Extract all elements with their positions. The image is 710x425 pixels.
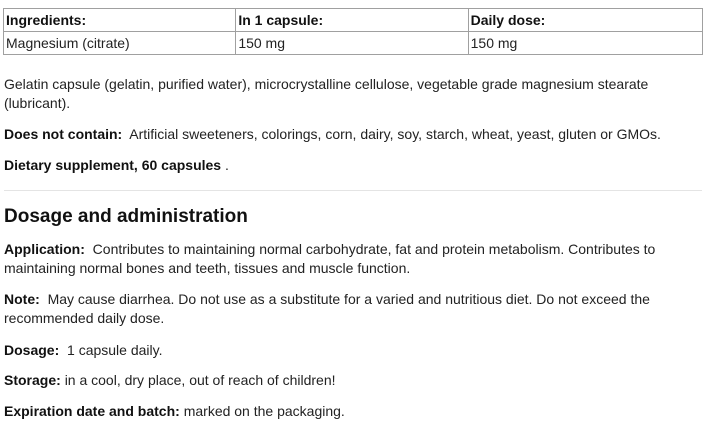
header-daily-dose: Daily dose: xyxy=(468,9,702,32)
does-not-contain-text: Artificial sweeteners, colorings, corn, dairy, soy, starch, wheat, yeast, gluten or GMOs. xyxy=(129,126,661,142)
cell-daily-dose-amount: 150 mg xyxy=(468,32,702,55)
dosage-section-title: Dosage and administration xyxy=(4,206,248,227)
storage-paragraph xyxy=(4,371,684,390)
supplement-suffix: . xyxy=(224,157,229,173)
note-paragraph xyxy=(4,290,684,328)
does-not-contain-paragraph xyxy=(4,125,684,144)
note-text: May cause diarrhea. Do not use as a substitute for a varied and nutritious diet. Do not exceed the recommended daily dose. xyxy=(4,291,650,326)
expiration-label: Expiration date and batch: xyxy=(4,403,180,419)
supplement-paragraph xyxy=(4,156,684,175)
ingredients-table xyxy=(3,8,703,55)
supplement-label: Dietary supplement, 60 capsules xyxy=(4,157,222,173)
dosage-paragraph xyxy=(4,341,684,360)
application-paragraph xyxy=(4,240,684,278)
storage-text: in a cool, dry place, out of reach of children! xyxy=(64,372,336,388)
composition-text: Gelatin capsule (gelatin, purified water), microcrystalline cellulose, vegetable grade magnesium stearate (lubricant). xyxy=(4,76,649,111)
storage-label: Storage: xyxy=(4,372,61,388)
application-text: Contributes to maintaining normal carbohydrate, fat and protein metabolism. Contributes to maintaining normal bones and teeth, tissues and muscle function. xyxy=(4,241,656,276)
cell-per-capsule-amount: 150 mg xyxy=(236,32,468,55)
expiration-paragraph xyxy=(4,402,684,421)
table-row xyxy=(4,32,703,55)
table-header-row xyxy=(4,9,703,32)
header-per-capsule: In 1 capsule: xyxy=(236,9,468,32)
application-label: Application: xyxy=(4,241,85,257)
cell-ingredient-name: Magnesium (citrate) xyxy=(4,32,236,55)
dosage-text: 1 capsule daily. xyxy=(67,342,163,358)
expiration-text: marked on the packaging. xyxy=(183,403,345,419)
dosage-label: Dosage: xyxy=(4,342,60,358)
section-divider xyxy=(4,190,702,191)
note-label: Note: xyxy=(4,291,40,307)
does-not-contain-label: Does not contain: xyxy=(4,126,123,142)
header-ingredients: Ingredients: xyxy=(4,9,236,32)
